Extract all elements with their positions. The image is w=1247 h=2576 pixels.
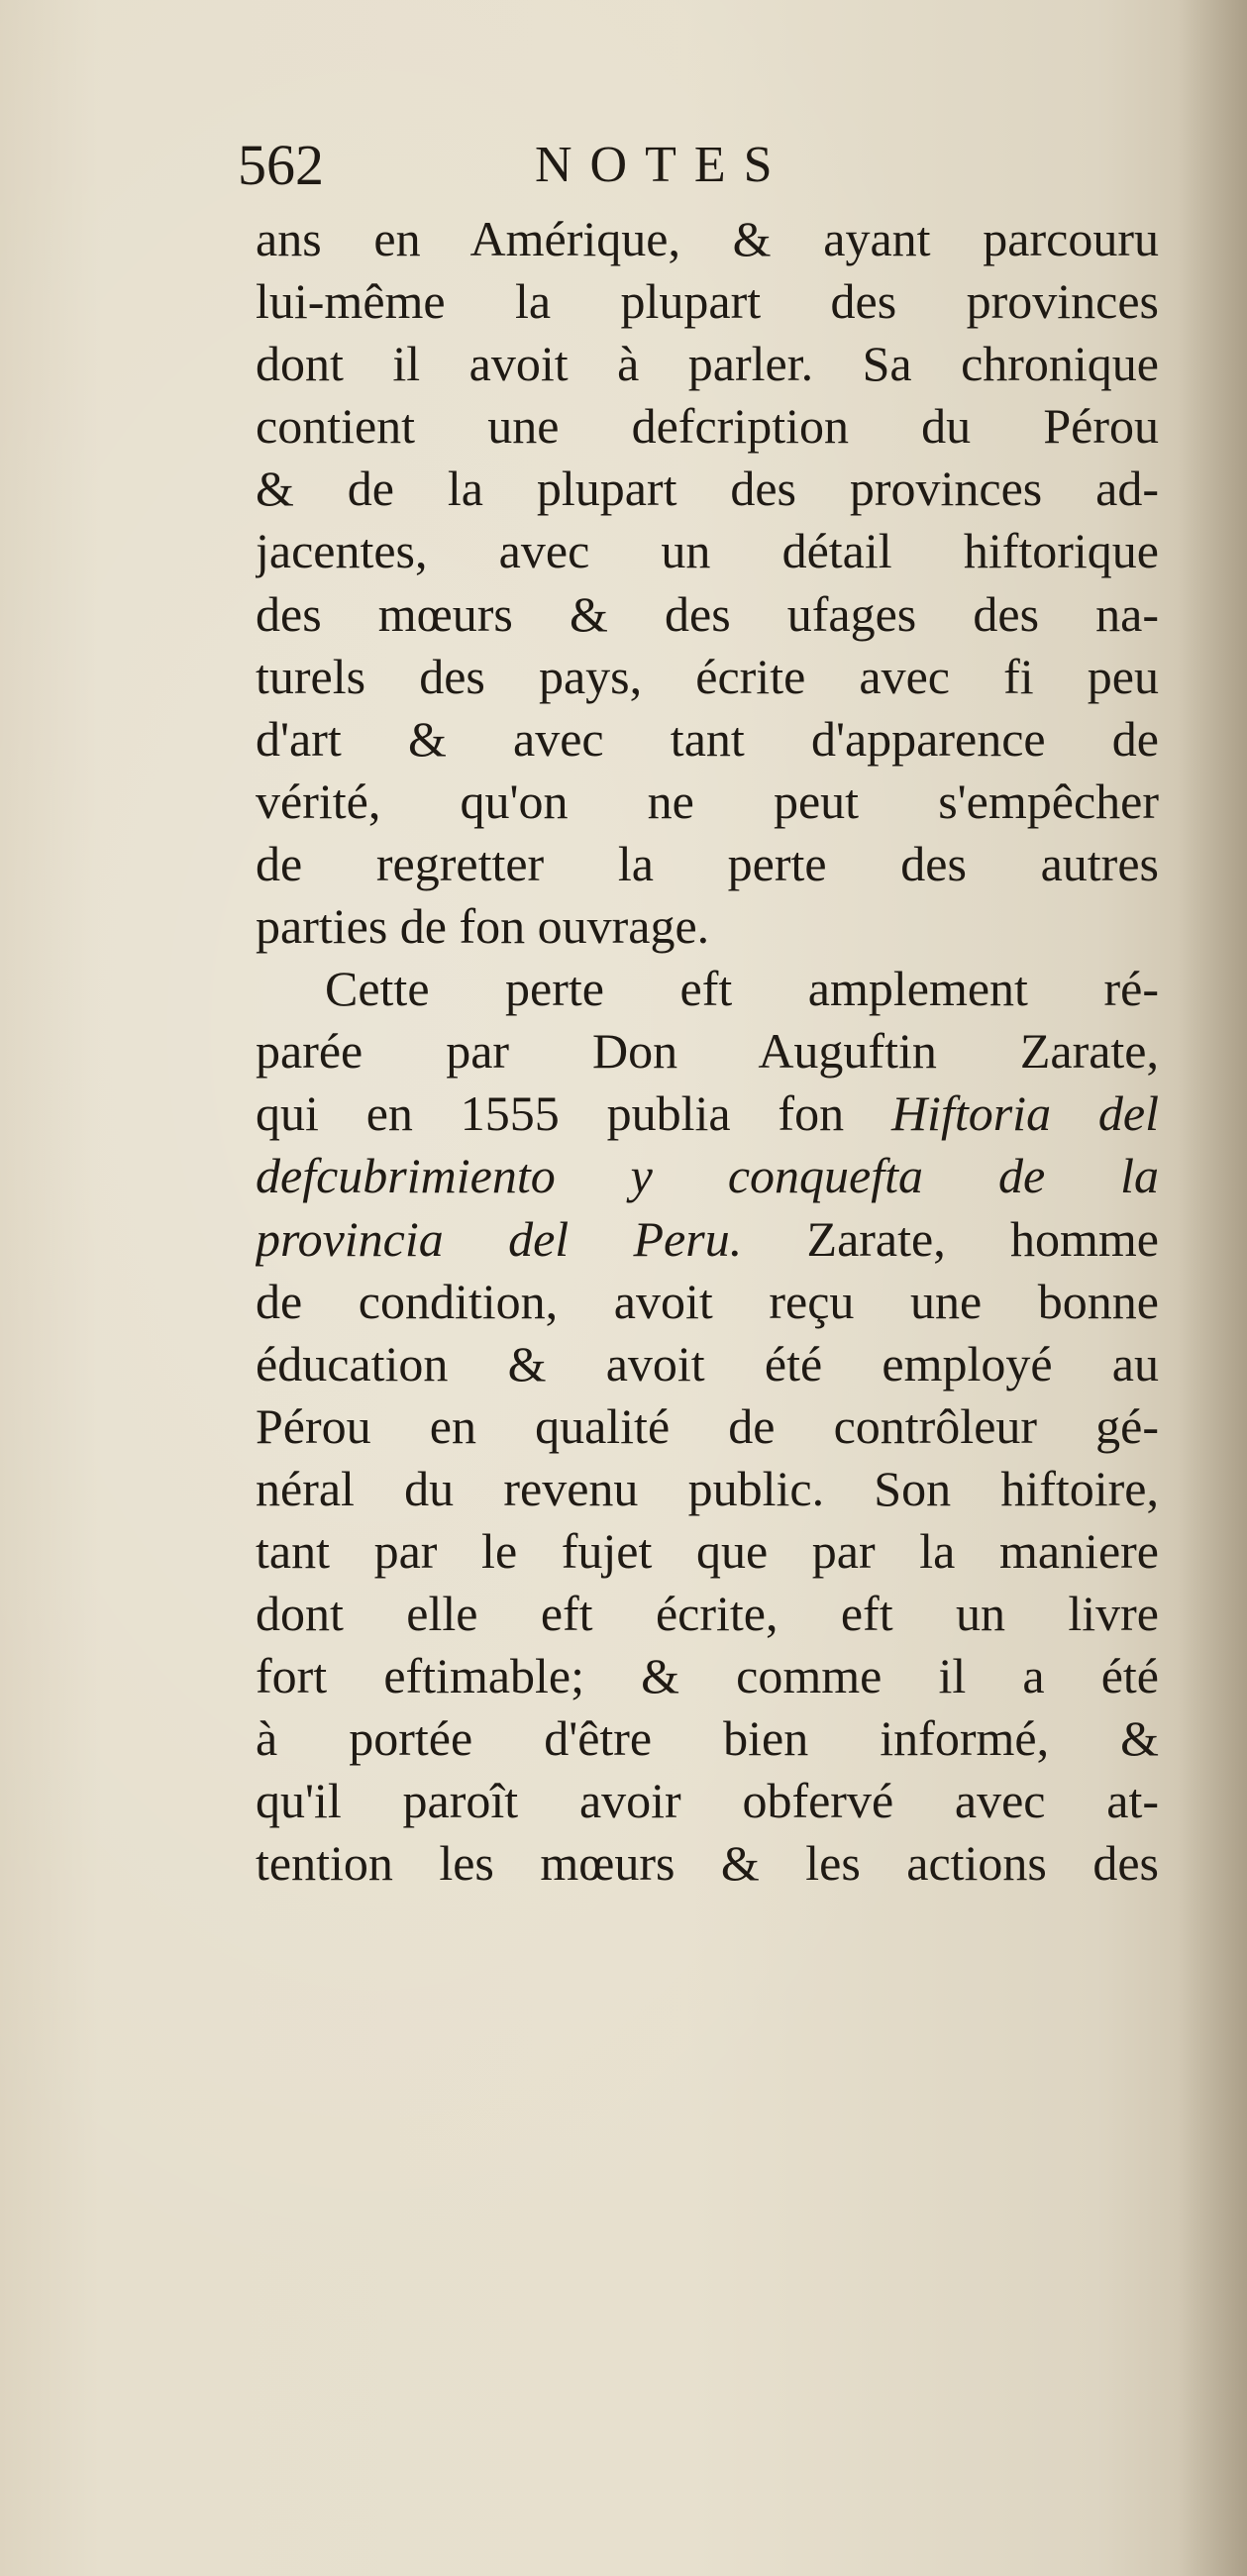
text-line: dont elle eft écrite, eft un livre bbox=[256, 1586, 1159, 1642]
text-line: de condition, avoit reçu une bonne bbox=[256, 1273, 1159, 1329]
italic-title: Hiftoria del bbox=[890, 1085, 1159, 1142]
italic-title: defcubrimiento y conquefta de la bbox=[256, 1148, 1159, 1204]
text-segment: qui en 1555 publia fon bbox=[256, 1085, 845, 1142]
text-line: qu'il paroît avoir obfervé avec at- bbox=[256, 1773, 1159, 1829]
text-line: & de la plupart des provinces ad- bbox=[256, 461, 1159, 517]
running-head: NOTES bbox=[535, 137, 790, 193]
text-line: éducation & avoit été employé au bbox=[256, 1335, 1159, 1391]
body-text bbox=[256, 208, 1159, 1896]
text-line: jacentes, avec un détail hiftorique bbox=[256, 523, 1159, 579]
text-line-with-italic bbox=[256, 1082, 1159, 1145]
text-line: de regretter la perte des autres bbox=[256, 835, 1159, 891]
spine-shadow bbox=[1178, 0, 1247, 2576]
text-line: turels des pays, écrite avec fi peu bbox=[256, 648, 1159, 704]
italic-title: provincia del Peru. bbox=[256, 1210, 743, 1267]
text-line: fort eftimable; & comme il a été bbox=[256, 1648, 1159, 1704]
text-line: à portée d'être bien informé, & bbox=[256, 1710, 1159, 1767]
text-line: d'art & avec tant d'apparence de bbox=[256, 710, 1159, 767]
text-line: Cette perte eft amplement ré- bbox=[325, 961, 1159, 1017]
text-line: néral du revenu public. Son hiftoire, bbox=[256, 1460, 1159, 1516]
text-line: ans en Amérique, & ayant parcouru bbox=[256, 211, 1159, 266]
text-line: contient une defcription du Pérou bbox=[256, 398, 1159, 455]
text-segment: Zarate, homme bbox=[806, 1210, 1159, 1267]
text-line: dont il avoit à parler. Sa chronique bbox=[256, 336, 1159, 392]
text-line-with-italic bbox=[256, 1208, 1159, 1271]
text-line: tant par le fujet que par la maniere bbox=[256, 1522, 1159, 1579]
text-line: tention les mœurs & les actions des bbox=[256, 1835, 1159, 1892]
text-line: vérité, qu'on ne peut s'empêcher bbox=[256, 773, 1159, 829]
page-number: 562 bbox=[238, 133, 324, 197]
text-line: Pérou en qualité de contrôleur gé- bbox=[256, 1397, 1159, 1454]
text-line: parties de fon ouvrage. bbox=[256, 898, 710, 955]
page-header bbox=[238, 131, 1129, 200]
text-line: des mœurs & des ufages des na- bbox=[256, 585, 1159, 642]
text-line: lui-même la plupart des provinces bbox=[256, 273, 1159, 330]
text-line: parée par Don Auguftin Zarate, bbox=[256, 1023, 1159, 1080]
italic-line bbox=[256, 1145, 1159, 1207]
